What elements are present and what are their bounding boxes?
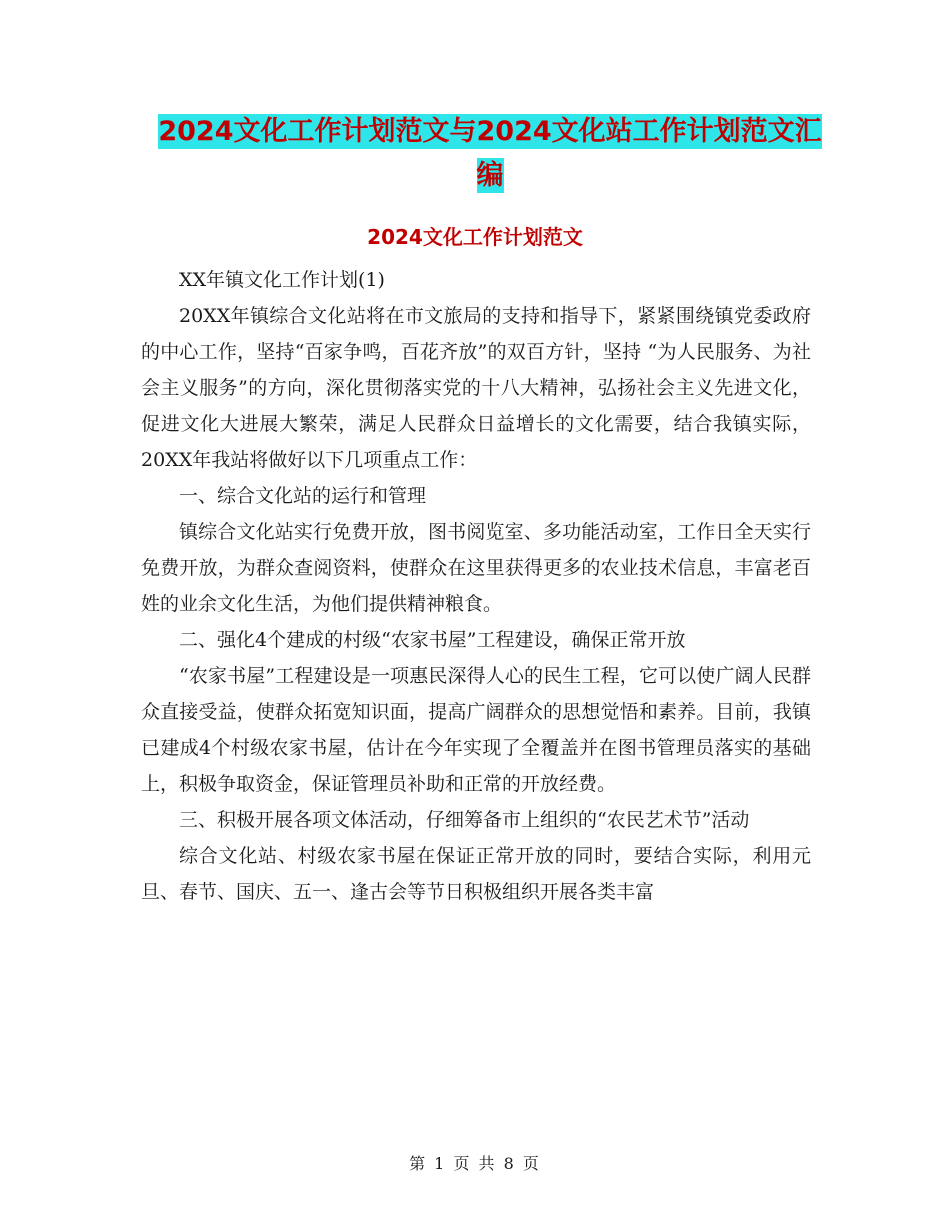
paragraph-body-1: 镇综合文化站实行免费开放，图书阅览室、多功能活动室，工作日全天实行免费开放，为群众查阅资料，使群众在这里获得更多的农业技术信息，丰富老百姓的业余文化生活，为他们提供精神粮食。 — [141, 521, 811, 615]
document-title-text: 2024文化工作计划范文与2024文化站工作计划范文汇编 — [158, 116, 822, 191]
paragraph-body-3: 综合文化站、村级农家书屋在保证正常开放的同时，要结合实际，利用元旦、春节、国庆、五一、逢古会等节日积极组织开展各类丰富 — [141, 845, 811, 903]
paragraph-body-2: “农家书屋”工程建设是一项惠民深得人心的民生工程，它可以使广阔人民群众直接受益，使群众拓宽知识面，提高广阔群众的思想觉悟和素养。目前，我镇已建成4个村级农家书屋，估计在今年实现了全覆盖并在图书管理员落实的基础上，积极争取资金，保证管理员补助和正常的开放经费。 — [141, 665, 811, 795]
page-footer: 第 1 页 共 8 页 — [409, 1154, 541, 1173]
paragraph-plan-heading: XX年镇文化工作计划(1) — [179, 269, 385, 291]
section-title: 2024文化工作计划范文 — [367, 225, 583, 249]
paragraph-heading-2: 二、强化4个建成的村级“农家书屋”工程建设，确保正常开放 — [179, 629, 686, 651]
paragraph-intro: 20XX年镇综合文化站将在市文旅局的支持和指导下，紧紧围绕镇党委政府的中心工作，坚持“百家争鸣，百花齐放”的双百方针，坚持 “为人民服务、为社会主义服务”的方向，深化贯彻落实党的十八大精神，弘扬社会主义先进文化，促进文化大进展大繁荣，满足人民群众日益增长的文化需要，结合我镇实际，20XX年我站将做好以下几项重点工作： — [141, 305, 811, 471]
paragraph-heading-1: 一、综合文化站的运行和管理 — [179, 485, 427, 507]
document-body — [141, 262, 811, 910]
document-title — [150, 110, 830, 198]
paragraph-heading-3: 三、积极开展各项文体活动，仔细筹备市上组织的“农民艺术节”活动 — [179, 809, 750, 831]
